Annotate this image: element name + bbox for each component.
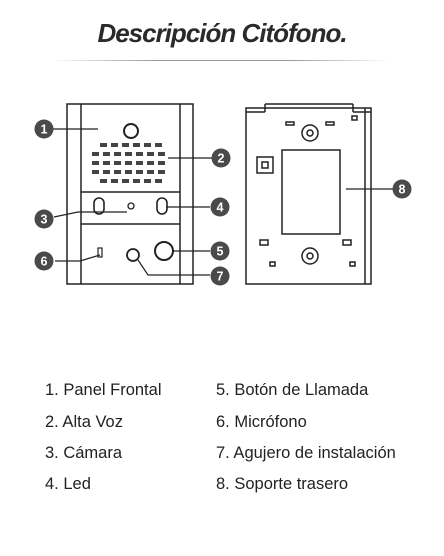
front-panel [67, 104, 193, 284]
callout-number: 2 [217, 151, 225, 166]
grille-slot [133, 143, 140, 147]
callout-number: 1 [40, 122, 48, 137]
legend-left-3: 4. Led [45, 475, 91, 493]
grille-slot [100, 143, 107, 147]
callout-1 [35, 120, 54, 139]
grille-slot [122, 179, 129, 183]
grille-slot [125, 161, 132, 165]
callout-4 [211, 198, 230, 217]
grille-slot [155, 143, 162, 147]
grille-slot [136, 170, 143, 174]
callout-2 [212, 149, 231, 168]
grille-slot [158, 152, 165, 156]
grille-slot [133, 179, 140, 183]
grille-slot [147, 152, 154, 156]
grille-slot [144, 179, 151, 183]
callout-number: 5 [216, 244, 224, 259]
grille-slot [147, 170, 154, 174]
callout-8 [393, 180, 412, 199]
grille-slot [114, 161, 121, 165]
grille-slot [144, 143, 151, 147]
back-panel [246, 104, 371, 284]
grille-slot [125, 152, 132, 156]
legend-right-0: 5. Botón de Llamada [216, 381, 369, 399]
legend-left-2: 3. Cámara [45, 444, 123, 462]
callout-number: 3 [40, 212, 48, 227]
grille-slot [100, 179, 107, 183]
callout-3 [35, 210, 54, 229]
legend-left-0: 1. Panel Frontal [45, 381, 162, 399]
grille-slot [111, 179, 118, 183]
grille-slot [111, 143, 118, 147]
callout-5 [211, 242, 230, 261]
callout-7 [211, 267, 230, 286]
grille-slot [103, 170, 110, 174]
callout-6 [35, 252, 54, 271]
legend-right-1: 6. Micrófono [216, 413, 307, 431]
grille-slot [92, 170, 99, 174]
grille-slot [136, 152, 143, 156]
grille-slot [103, 161, 110, 165]
grille-slot [147, 161, 154, 165]
grille-slot [103, 152, 110, 156]
grille-slot [158, 161, 165, 165]
grille-slot [92, 161, 99, 165]
grille-slot [92, 152, 99, 156]
grille-slot [136, 161, 143, 165]
callout-number: 8 [398, 182, 406, 197]
grille-slot [155, 179, 162, 183]
callout-number: 4 [216, 200, 224, 215]
grille-slot [114, 170, 121, 174]
grille-slot [158, 170, 165, 174]
legend-right-2: 7. Agujero de instalación [216, 444, 396, 462]
callout-number: 6 [40, 254, 48, 269]
grille-slot [125, 170, 132, 174]
grille-slot [122, 143, 129, 147]
grille-slot [114, 152, 121, 156]
legend-right-3: 8. Soporte trasero [216, 475, 349, 493]
callout-number: 7 [216, 269, 224, 284]
legend-left-1: 2. Alta Voz [45, 413, 123, 431]
page-title: Descripción Citófono. [97, 18, 347, 48]
